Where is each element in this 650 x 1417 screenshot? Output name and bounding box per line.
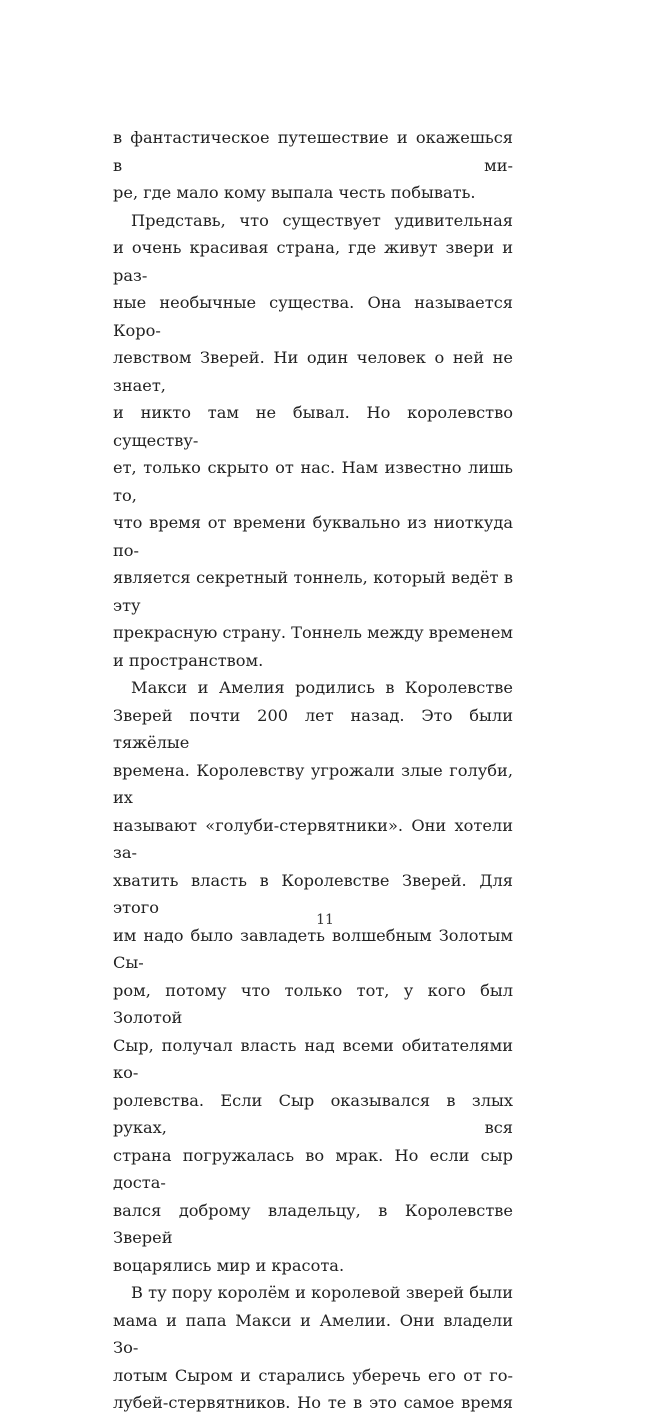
text-line: и пространством.: [113, 650, 264, 670]
text-line: Сыр, получал власть над всеми обитателями ко-: [113, 1035, 513, 1082]
text-line: является секретный тоннель, который ведёт в эту: [113, 568, 513, 615]
text-line: вался доброму владельцу, в Королевстве Зверей: [113, 1200, 513, 1247]
text-line: называют «голуби-стервятники». Они хотели за-: [113, 815, 513, 862]
text-line: что время от времени буквально из ниоткуда по-: [113, 513, 513, 560]
text-line: Представь, что существует удивительная: [131, 210, 513, 230]
text-line: и никто там не бывал. Но королевство существу-: [113, 403, 513, 450]
text-line: ре, где мало кому выпала честь побывать.: [113, 183, 476, 202]
text-line: ролевства. Если Сыр оказывался в злых руках, вся: [113, 1090, 513, 1137]
text-line: хватить власть в Королевстве Зверей. Для этого: [113, 870, 513, 917]
text-line: мама и папа Макси и Амелии. Они владели Зо-: [113, 1310, 513, 1357]
text-line: воцарялись мир и красота.: [113, 1255, 345, 1275]
text-line: прекрасную страну. Тоннель между временем: [113, 623, 513, 642]
text-line: Зверей почти 200 лет назад. Это были тяжёлые: [113, 705, 513, 752]
text-line: лотым Сыром и старались уберечь его от го-: [113, 1365, 513, 1385]
text-line: В ту пору королём и королевой зверей были: [131, 1283, 513, 1302]
text-line: в фантастическое путешествие и окажешься в ми-: [113, 128, 513, 175]
text-line: лубей-стервятников. Но те в это самое время: [113, 1393, 513, 1412]
text-line: ром, потому что только тот, у кого был Золотой: [113, 980, 513, 1027]
text-line: Макси и Амелия родились в Королевстве: [131, 678, 513, 697]
body-text: [113, 124, 513, 1417]
text-line: и очень красивая страна, где живут звери и раз-: [113, 238, 513, 285]
text-line: времена. Королевству угрожали злые голуби, их: [113, 760, 513, 807]
text-line: ные необычные существа. Она называется Коро-: [113, 293, 513, 340]
text-line: страна погружалась во мрак. Но если сыр доста-: [113, 1145, 513, 1192]
page-number: 11: [316, 912, 334, 928]
text-line: левством Зверей. Ни один человек о ней не знает,: [113, 348, 513, 395]
text-line: ет, только скрыто от нас. Нам известно лишь то,: [113, 458, 513, 505]
text-line: им надо было завладеть волшебным Золотым Сы-: [113, 925, 513, 972]
